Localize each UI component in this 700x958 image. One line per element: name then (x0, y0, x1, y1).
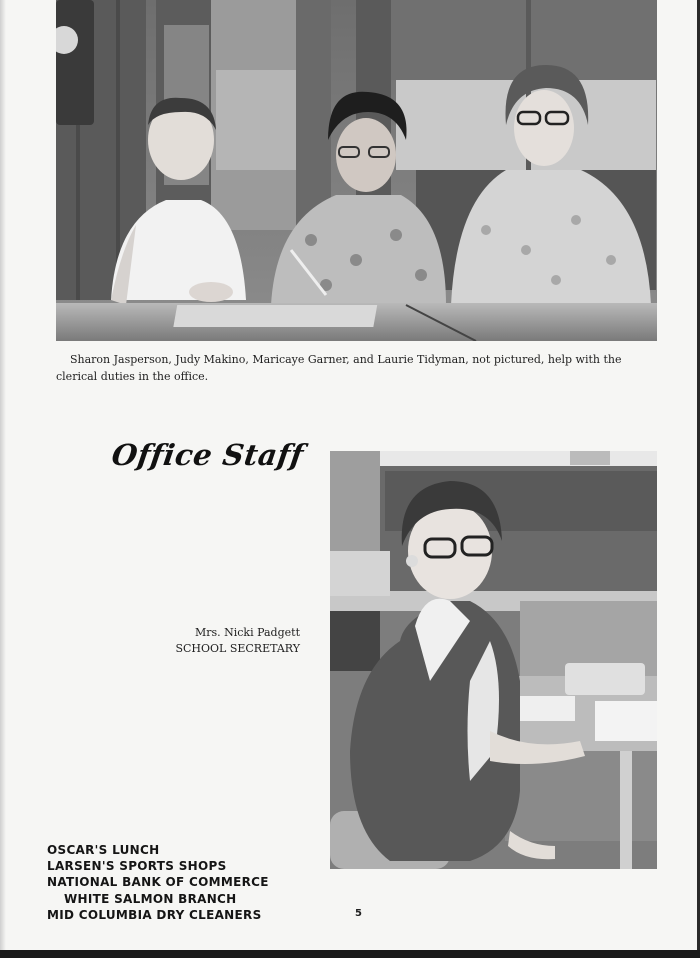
secretary-role: SCHOOL SECRETARY (175, 642, 300, 655)
sponsor-list (47, 842, 269, 923)
section-title: Office Staff (109, 438, 306, 472)
secretary-photo-illustration (330, 451, 657, 869)
page-number: 5 (355, 908, 362, 919)
sponsor-item: OSCAR'S LUNCH (47, 843, 160, 857)
scan-border (0, 950, 700, 958)
clerical-staff-photo-illustration (56, 0, 657, 341)
secretary-name: Mrs. Nicki Padgett (194, 626, 300, 639)
secretary-caption (150, 625, 300, 657)
photo-caption: Sharon Jasperson, Judy Makino, Maricaye Garner, and Laurie Tidyman, not pictured, help with the clerical duties in the office. (56, 353, 622, 383)
sponsor-item: WHITE SALMON BRANCH (64, 891, 237, 906)
sponsor-item: NATIONAL BANK OF COMMERCE (47, 875, 269, 890)
clerical-staff-photo (56, 0, 657, 341)
secretary-photo (330, 451, 657, 869)
sponsor-item: LARSEN'S SPORTS SHOPS (47, 859, 227, 874)
sponsor-item: MID COLUMBIA DRY CLEANERS (47, 907, 262, 922)
page-edge-shadow (0, 0, 6, 950)
